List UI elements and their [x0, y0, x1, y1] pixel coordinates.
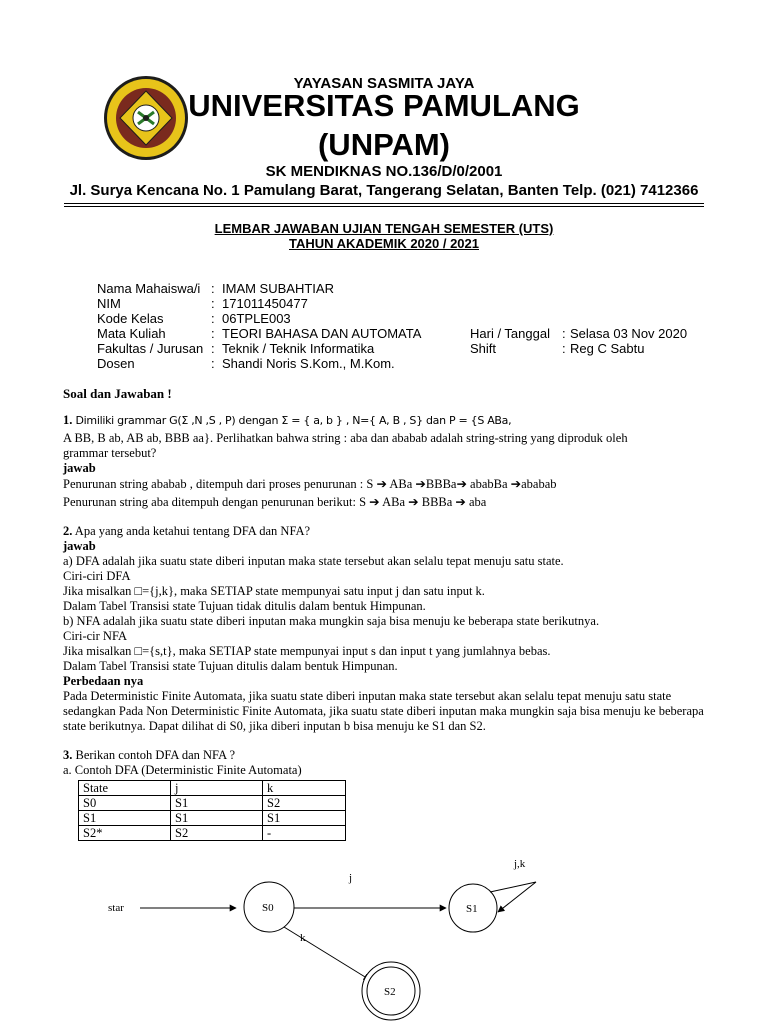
difference-line: Pada Deterministic Finite Automata, jika suatu state diberi inputan maka state tersebut akan selalu tepat menuju satu state [63, 689, 672, 703]
answer-line: Dalam Tabel Transisi state Tujuan ditulis dalam bentuk Himpunan. [63, 659, 398, 673]
table-cell: S2* [79, 826, 171, 841]
table-header-cell: State [79, 781, 171, 796]
answer-line: Jika misalkan □={j,k}, maka SETIAP state mempunyai satu input j dan satu input k. [63, 584, 485, 598]
answer-line: Penurunan string aba ditempuh dengan penurunan berikut: S ➔ ABa ➔ BBBa ➔ aba [63, 495, 487, 509]
table-cell: S1 [79, 811, 171, 826]
value-date: Selasa 03 Nov 2020 [570, 326, 688, 341]
value-class: 06TPLE003 [222, 311, 291, 326]
question-1-line2: A BB, B ab, AB ab, BBB aa}. Perlihatkan bahwa string : aba dan ababab adalah string-string yang diproduk oleh [63, 431, 628, 445]
answer-line: Penurunan string ababab , ditempuh dari proses penurunan : S ➔ ABa ➔BBBa➔ ababBa ➔ababab [63, 477, 557, 491]
table-cell: S1 [171, 811, 263, 826]
colon: : [211, 311, 215, 326]
value-nim: 171011450477 [222, 296, 308, 311]
question-1-line3: grammar tersebut? [63, 446, 157, 460]
value-course: TEORI BAHASA DAN AUTOMATA [222, 326, 422, 341]
table-row [79, 796, 346, 811]
colon: : [562, 326, 566, 341]
header-divider-2 [64, 206, 704, 207]
colon: : [211, 326, 215, 341]
answer-line: Ciri-ciri DFA [63, 569, 131, 583]
state-s2-label: S2 [384, 986, 396, 998]
difference-label: Perbedaan nya [63, 674, 144, 688]
answer-line: Jika misalkan □={s,t}, maka SETIAP state mempunyai input s dan input t yang jumlahnya bebas. [63, 644, 551, 658]
answer-label: jawab [63, 539, 96, 553]
question-1 [63, 413, 511, 428]
question-number: 2. [63, 524, 73, 538]
label-faculty: Fakultas / Jurusan [97, 341, 204, 356]
value-lecturer: Shandi Noris S.Kom., M.Kom. [222, 356, 395, 371]
colon: : [211, 281, 215, 296]
table-header-row [79, 781, 346, 796]
table-cell: S1 [263, 811, 346, 826]
edge-j-label: j [349, 872, 353, 884]
university-name: UNIVERSITAS PAMULANG [188, 88, 580, 123]
difference-line: sedangkan Pada Non Deterministic Finite Automata, jika suatu state diberi inputan maka mungkin saja bisa menuju ke beberapa [63, 704, 704, 718]
label-nim: NIM [97, 296, 121, 311]
value-shift: Reg C Sabtu [570, 341, 645, 356]
edge-jk-label: j,k [514, 858, 526, 870]
question-2 [63, 524, 310, 539]
answer-line: Ciri-cir NFA [63, 629, 127, 643]
label-lecturer: Dosen [97, 356, 135, 371]
answer-line: a) DFA adalah jika suatu state diberi inputan maka state tersebut akan selalu tepat menuju satu state. [63, 554, 564, 568]
table-cell: S2 [263, 796, 346, 811]
start-label: star [108, 902, 124, 914]
colon: : [211, 341, 215, 356]
label-date: Hari / Tanggal [470, 326, 550, 341]
foundation-name: YAYASAN SASMITA JAYA [293, 75, 475, 92]
label-name: Nama Mahaiswa/i [97, 281, 201, 296]
table-cell: S2 [171, 826, 263, 841]
colon: : [562, 341, 566, 356]
table-cell: - [263, 826, 346, 841]
colon: : [211, 296, 215, 311]
state-s0-label: S0 [262, 902, 274, 914]
university-abbreviation: (UNPAM) [317, 127, 450, 162]
colon: : [211, 356, 215, 371]
header-divider [64, 203, 704, 204]
answer-line: b) NFA adalah jika suatu state diberi inputan maka mungkin saja bisa menuju ke beberapa state berikutnya. [63, 614, 600, 628]
edge-k-label: k [300, 932, 306, 944]
table-header-cell: j [171, 781, 263, 796]
label-class: Kode Kelas [97, 311, 164, 326]
sheet-title: LEMBAR JAWABAN UJIAN TENGAH SEMESTER (UTS) [214, 221, 554, 236]
question-text: Apa yang anda ketahui tentang DFA dan NFA? [72, 524, 311, 538]
decree-number: SK MENDIKNAS NO.136/D/0/2001 [265, 163, 503, 180]
table-cell: S0 [79, 796, 171, 811]
question-text: Dimiliki grammar G(Σ ,N ,S , P) dengan Σ = { a, b } , N={ A, B , S} dan P = {S ABa, [75, 414, 512, 427]
label-course: Mata Kuliah [97, 326, 166, 341]
dfa-diagram [0, 840, 768, 1024]
table-header-cell: k [263, 781, 346, 796]
difference-line: state berikutnya. Dapat dilihat di S0, jika diberi inputan b bisa menuju ke S1 dan S2. [63, 719, 486, 733]
answer-label: jawab [63, 461, 96, 475]
address: Jl. Surya Kencana No. 1 Pamulang Barat, Tangerang Selatan, Banten Telp. (021) 7412366 [69, 182, 699, 199]
value-faculty: Teknik / Teknik Informatika [222, 341, 375, 356]
transition-table [78, 780, 346, 841]
academic-year: TAHUN AKADEMIK 2020 / 2021 [289, 236, 479, 251]
dfa-example-label: a. Contoh DFA (Deterministic Finite Automata) [63, 763, 302, 777]
question-3 [63, 748, 235, 763]
question-number: 3. [63, 748, 73, 762]
section-heading: Soal dan Jawaban ! [63, 386, 172, 401]
table-row [79, 811, 346, 826]
question-text: Berikan contoh DFA dan NFA ? [72, 748, 236, 762]
edge-s0-s2 [284, 927, 370, 980]
question-number: 1. [63, 413, 73, 427]
label-shift: Shift [470, 341, 497, 356]
table-cell: S1 [171, 796, 263, 811]
state-s1-label: S1 [466, 903, 478, 915]
answer-line: Dalam Tabel Transisi state Tujuan tidak ditulis dalam bentuk Himpunan. [63, 599, 426, 613]
value-name: IMAM SUBAHTIAR [222, 281, 334, 296]
table-row [79, 826, 346, 841]
